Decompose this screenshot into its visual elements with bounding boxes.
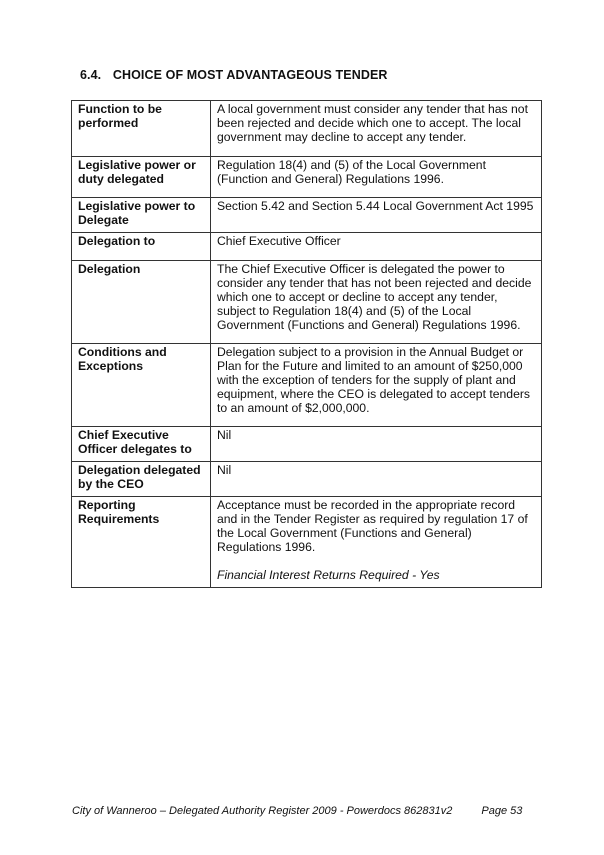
row-value: Chief Executive Officer [211,233,542,261]
row-label: Chief Executive Officer delegates to [72,427,211,462]
table-row [72,427,542,462]
table-row [72,344,542,427]
page-footer [72,805,522,817]
table-row [72,261,542,344]
delegation-table [71,100,542,588]
row-label: Legislative power to Delegate [72,198,211,233]
table-row [72,233,542,261]
row-value: Nil [211,427,542,462]
row-value: Delegation subject to a provision in the Annual Budget or Plan for the Future and limited to an amount of $250,000 with the exception of tenders for the supply of plant and equipment, where the CEO is delegated to accept tenders to an amount of $2,000,000. [211,344,542,427]
section-number: 6.4. [80,68,102,82]
table-row [72,497,542,588]
row-label: Delegation to [72,233,211,261]
row-label: Reporting Requirements [72,497,211,588]
row-value: A local government must consider any tender that has not been rejected and decide which one to accept. The local government may decline to accept any tender. [211,101,542,157]
row-value [211,497,542,588]
footer-text: City of Wanneroo – Delegated Authority Register 2009 - Powerdocs 862831v2 [72,805,453,817]
row-value: Regulation 18(4) and (5) of the Local Government (Function and General) Regulations 1996. [211,157,542,198]
row-label: Delegation [72,261,211,344]
table-row [72,198,542,233]
row-value-text: Acceptance must be recorded in the appropriate record and in the Tender Register as required by regulation 17 of the Local Government (Functions and General) Regulations 1996. [217,498,528,554]
row-value: The Chief Executive Officer is delegated the power to consider any tender that has not been rejected and decide which one to accept or decline to accept any tender, subject to Regulation 18(4) and (5) of the Local Government (Functions and General) Regulations 1996. [211,261,542,344]
row-value: Section 5.42 and Section 5.44 Local Government Act 1995 [211,198,542,233]
row-label: Function to be performed [72,101,211,157]
row-label: Conditions and Exceptions [72,344,211,427]
section-title: CHOICE OF MOST ADVANTAGEOUS TENDER [112,68,388,82]
page-number: Page 53 [481,805,523,817]
financial-interest-note: Financial Interest Returns Required - Yes [217,568,440,582]
table-row [72,101,542,157]
table-row [72,462,542,497]
row-label: Legislative power or duty delegated [72,157,211,198]
table-row [72,157,542,198]
section-heading [80,68,388,82]
row-value: Nil [211,462,542,497]
row-label: Delegation delegated by the CEO [72,462,211,497]
